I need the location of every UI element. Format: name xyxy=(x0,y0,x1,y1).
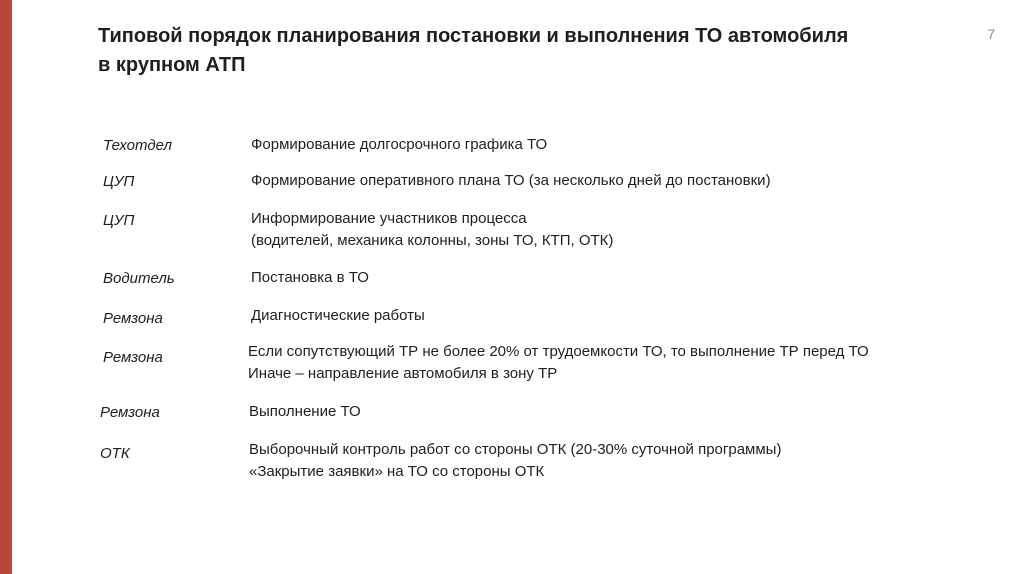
accent-bar xyxy=(0,0,12,574)
step-role: ОТК xyxy=(100,445,130,462)
step-text xyxy=(251,267,369,289)
step-line: Если сопутствующий ТР не более 20% от трудоемкости ТО, то выполнение ТР перед ТО xyxy=(248,343,869,360)
step-role: Техотдел xyxy=(103,137,172,154)
step-line: Выборочный контроль работ со стороны ОТК (20-30% суточной программы) xyxy=(249,441,782,458)
step-role: Ремзона xyxy=(103,310,163,327)
step-line: Иначе – направление автомобиля в зону ТР xyxy=(248,365,558,382)
step-text xyxy=(249,401,361,423)
step-line: Формирование долгосрочного графика ТО xyxy=(251,136,548,153)
step-text xyxy=(251,134,547,156)
step-role: Водитель xyxy=(103,270,175,287)
title-line-1: Типовой порядок планирования постановки и выполнения ТО автомобиля xyxy=(98,25,849,47)
step-role: Ремзона xyxy=(103,349,163,366)
step-text xyxy=(249,439,781,483)
step-text xyxy=(251,170,771,192)
title-line-2: в крупном АТП xyxy=(98,54,246,76)
step-line: Диагностические работы xyxy=(251,307,425,324)
step-text xyxy=(248,341,869,385)
step-line: (водителей, механика колонны, зоны ТО, КТП, ОТК) xyxy=(251,232,614,249)
step-text xyxy=(251,305,425,327)
step-line: Формирование оперативного плана ТО (за несколько дней до постановки) xyxy=(251,172,771,189)
step-line: «Закрытие заявки» на ТО со стороны ОТК xyxy=(249,463,545,480)
step-role: Ремзона xyxy=(100,404,160,421)
step-line: Информирование участников процесса xyxy=(251,210,527,227)
slide-title xyxy=(98,22,958,80)
page-number: 7 xyxy=(987,26,995,42)
step-role: ЦУП xyxy=(103,173,135,190)
step-role: ЦУП xyxy=(103,212,135,229)
step-text xyxy=(251,208,613,252)
step-line: Постановка в ТО xyxy=(251,269,369,286)
step-line: Выполнение ТО xyxy=(249,403,361,420)
